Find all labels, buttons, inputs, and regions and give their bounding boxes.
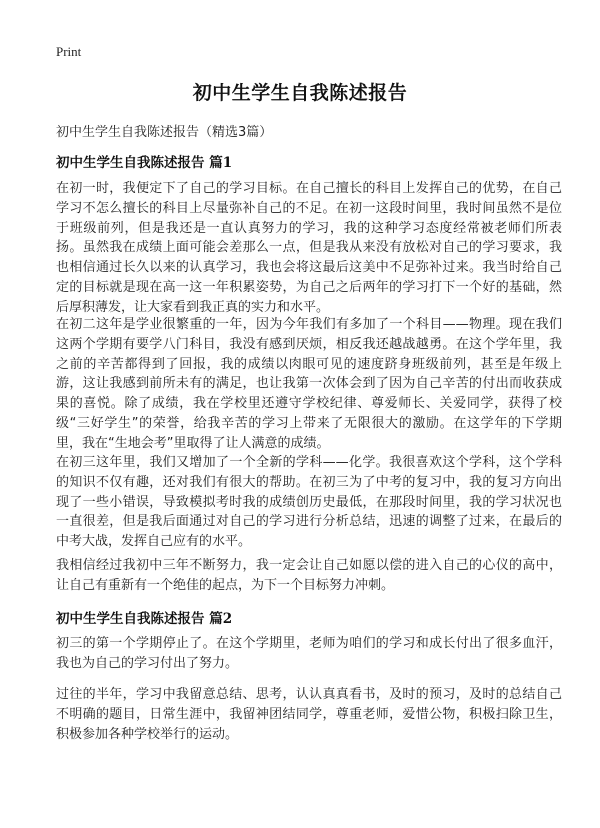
section-heading-2: 初中生学生自我陈述报告 篇2: [56, 611, 233, 627]
section-2-paragraph-1: 初三的第一个学期停止了。在这个学期里，老师为咱们的学习和成长付出了很多血汗，我也为自己的学习付出了努力。: [56, 636, 562, 671]
section-1-paragraph-2: 在初二这年是学业很繁重的一年，因为今年我们有多加了一个科目——物理。现在我们这两个学期有要学八门科目，我没有感到厌烦，相反我还越战越勇。在这个学年里，我之前的辛苦都得到了回报，我的成绩以肉眼可见的速度跻身班级前列，甚至是年级上游，这让我感到前所未有的满足，也让我第一次体会到了因为自己辛苦的付出而收获成果的喜悦。除了成绩，我在学校里还遵守学校纪律、尊爱师长、关爱同学，获得了校级“三好学生”的荣誉，给我辛苦的学习上带来了无限很大的激励。在这学年的下学期里，我在“生地会考”里取得了让人满意的成绩。: [56, 317, 562, 451]
section-1-paragraph-3: 在初三这年里，我们又增加了一个全新的学科——化学。我很喜欢这个学科，这个学科的知识不仅有趣，还对我们有很大的帮助。在初三为了中考的复习中，我的复习方向出现了一些小错误，导致模拟考时我的成绩创历史最低，在那段时间里，我的学习状况也一直很差，但是我后面通过对自己的学习进行分析总结，迅速的调整了过来，在最后的中考大战，发挥自己应有的水平。: [56, 455, 562, 550]
section-1-paragraph-1: 在初一时，我便定下了自己的学习目标。在自己擅长的科目上发挥自己的优势，在自己学习不怎么擅长的科目上尽量弥补自己的不足。在初一这段时间里，我时间虽然不是位于班级前列，但是我还是一直认真努力的学习，我的这种学习态度经常被老师们所表扬。虽然我在成绩上面可能会差那么一点，但是我从来没有放松对自己的学习要求，我也相信通过长久以来的认真学习，我也会将这最后这美中不足弥补过来。我当时给自己定的目标就是现在高一这一年积累姿势，为自己之后两年的学习打下一个好的基础，然后厚积薄发，让大家看到我正真的实力和水平。: [56, 181, 562, 315]
print-label: Print: [56, 44, 82, 59]
section-1-paragraph-4: 我相信经过我初中三年不断努力，我一定会让自己如愿以偿的进入自己的心仪的高中，让自己有重新有一个绝佳的起点，为下一个目标努力冲刺。: [56, 558, 562, 593]
document-subtitle: 初中生学生自我陈述报告（精选3篇）: [56, 125, 273, 140]
section-2-paragraph-2: 过往的半年，学习中我留意总结、思考，认认真真看书，及时的预习，及时的总结自己不明确的题目，日常生涯中，我留神团结同学，尊重老师，爱惜公物，积极扫除卫生，积极参加各种学校举行的运动。: [56, 687, 562, 742]
section-heading-1: 初中生学生自我陈述报告 篇1: [56, 155, 233, 171]
document-title: 初中生学生自我陈述报告: [192, 82, 408, 104]
